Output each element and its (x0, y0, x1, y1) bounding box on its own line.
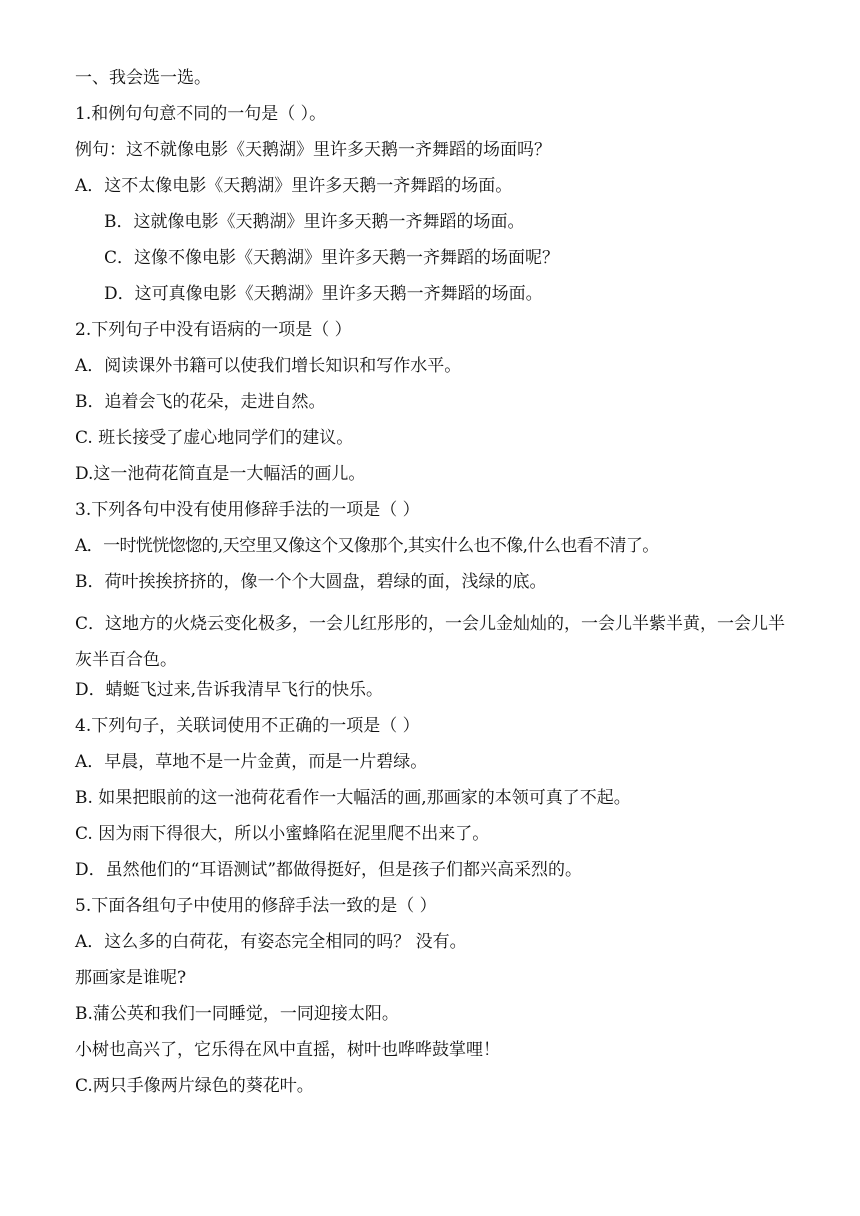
question-5-option-a-line-1: A．这么多的白荷花，有姿态完全相同的吗？ 没有。 (75, 932, 467, 952)
question-2-option-a: A．阅读课外书籍可以使我们增长知识和写作水平。 (75, 356, 462, 376)
question-1-example: 例句：这不就像电影《天鹅湖》里许多天鹅一齐舞蹈的场面吗？ (75, 140, 551, 160)
question-4-option-d: D．虽然他们的“耳语测试”都做得挺好，但是孩子们都兴高采烈的。 (75, 860, 583, 880)
question-3-option-b: B．荷叶挨挨挤挤的，像一个个大圆盘，碧绿的面，浅绿的底。 (75, 572, 547, 592)
question-4-stem: 4.下列句子，关联词使用不正确的一项是（ ） (75, 716, 420, 736)
question-2-stem: 2.下列句子中没有语病的一项是（ ） (75, 320, 352, 340)
question-4-option-b: B. 如果把眼前的这一池荷花看作一大幅活的画,那画家的本领可真了不起。 (75, 788, 631, 808)
question-3-option-d: D．蜻蜓飞过来,告诉我清早飞行的快乐。 (75, 680, 384, 700)
question-3-stem: 3.下列各句中没有使用修辞手法的一项是（ ） (75, 500, 420, 520)
question-1-option-b: B．这就像电影《天鹅湖》里许多天鹅一齐舞蹈的场面。 (104, 212, 525, 232)
question-2-option-c: C. 班长接受了虚心地同学们的建议。 (75, 428, 354, 448)
question-5-stem: 5.下面各组句子中使用的修辞手法一致的是（ ） (75, 896, 437, 916)
question-1-option-a: A．这不太像电影《天鹅湖》里许多天鹅一齐舞蹈的场面。 (75, 176, 513, 196)
section-heading: 一、我会选一选。 (75, 68, 211, 88)
question-1-option-d: D．这可真像电影《天鹅湖》里许多天鹅一齐舞蹈的场面。 (104, 284, 543, 304)
question-2-option-d: D.这一池荷花简直是一大幅活的画儿。 (75, 464, 366, 484)
question-4-option-a: A．早晨，草地不是一片金黄，而是一片碧绿。 (75, 752, 428, 772)
question-5-option-b-line-2: 小树也高兴了，它乐得在风中直摇，树叶也哗哗鼓掌哩！ (75, 1040, 500, 1060)
question-2-option-b: B．追着会飞的花朵，走进自然。 (75, 392, 326, 412)
question-1-stem: 1.和例句句意不同的一句是（ ）。 (75, 104, 327, 124)
question-1-option-c: C．这像不像电影《天鹅湖》里许多天鹅一齐舞蹈的场面呢？ (104, 248, 560, 268)
question-3-option-a: A．一时恍恍惚惚的,天空里又像这个又像那个,其实什么也不像,什么也看不清了。 (75, 536, 659, 556)
question-3-option-c: C．这地方的火烧云变化极多，一会儿红彤彤的，一会儿金灿灿的，一会儿半紫半黄，一会儿半灰半百合色。 (75, 614, 786, 670)
question-5-option-a-line-2: 那画家是谁呢? (75, 968, 187, 988)
question-5-option-c: C.两只手像两片绿色的葵花叶。 (75, 1076, 314, 1096)
question-4-option-c: C. 因为雨下得很大，所以小蜜蜂陷在泥里爬不出来了。 (75, 824, 490, 844)
question-5-option-b-line-1: B.蒲公英和我们一同睡觉，一同迎接太阳。 (75, 1004, 399, 1024)
